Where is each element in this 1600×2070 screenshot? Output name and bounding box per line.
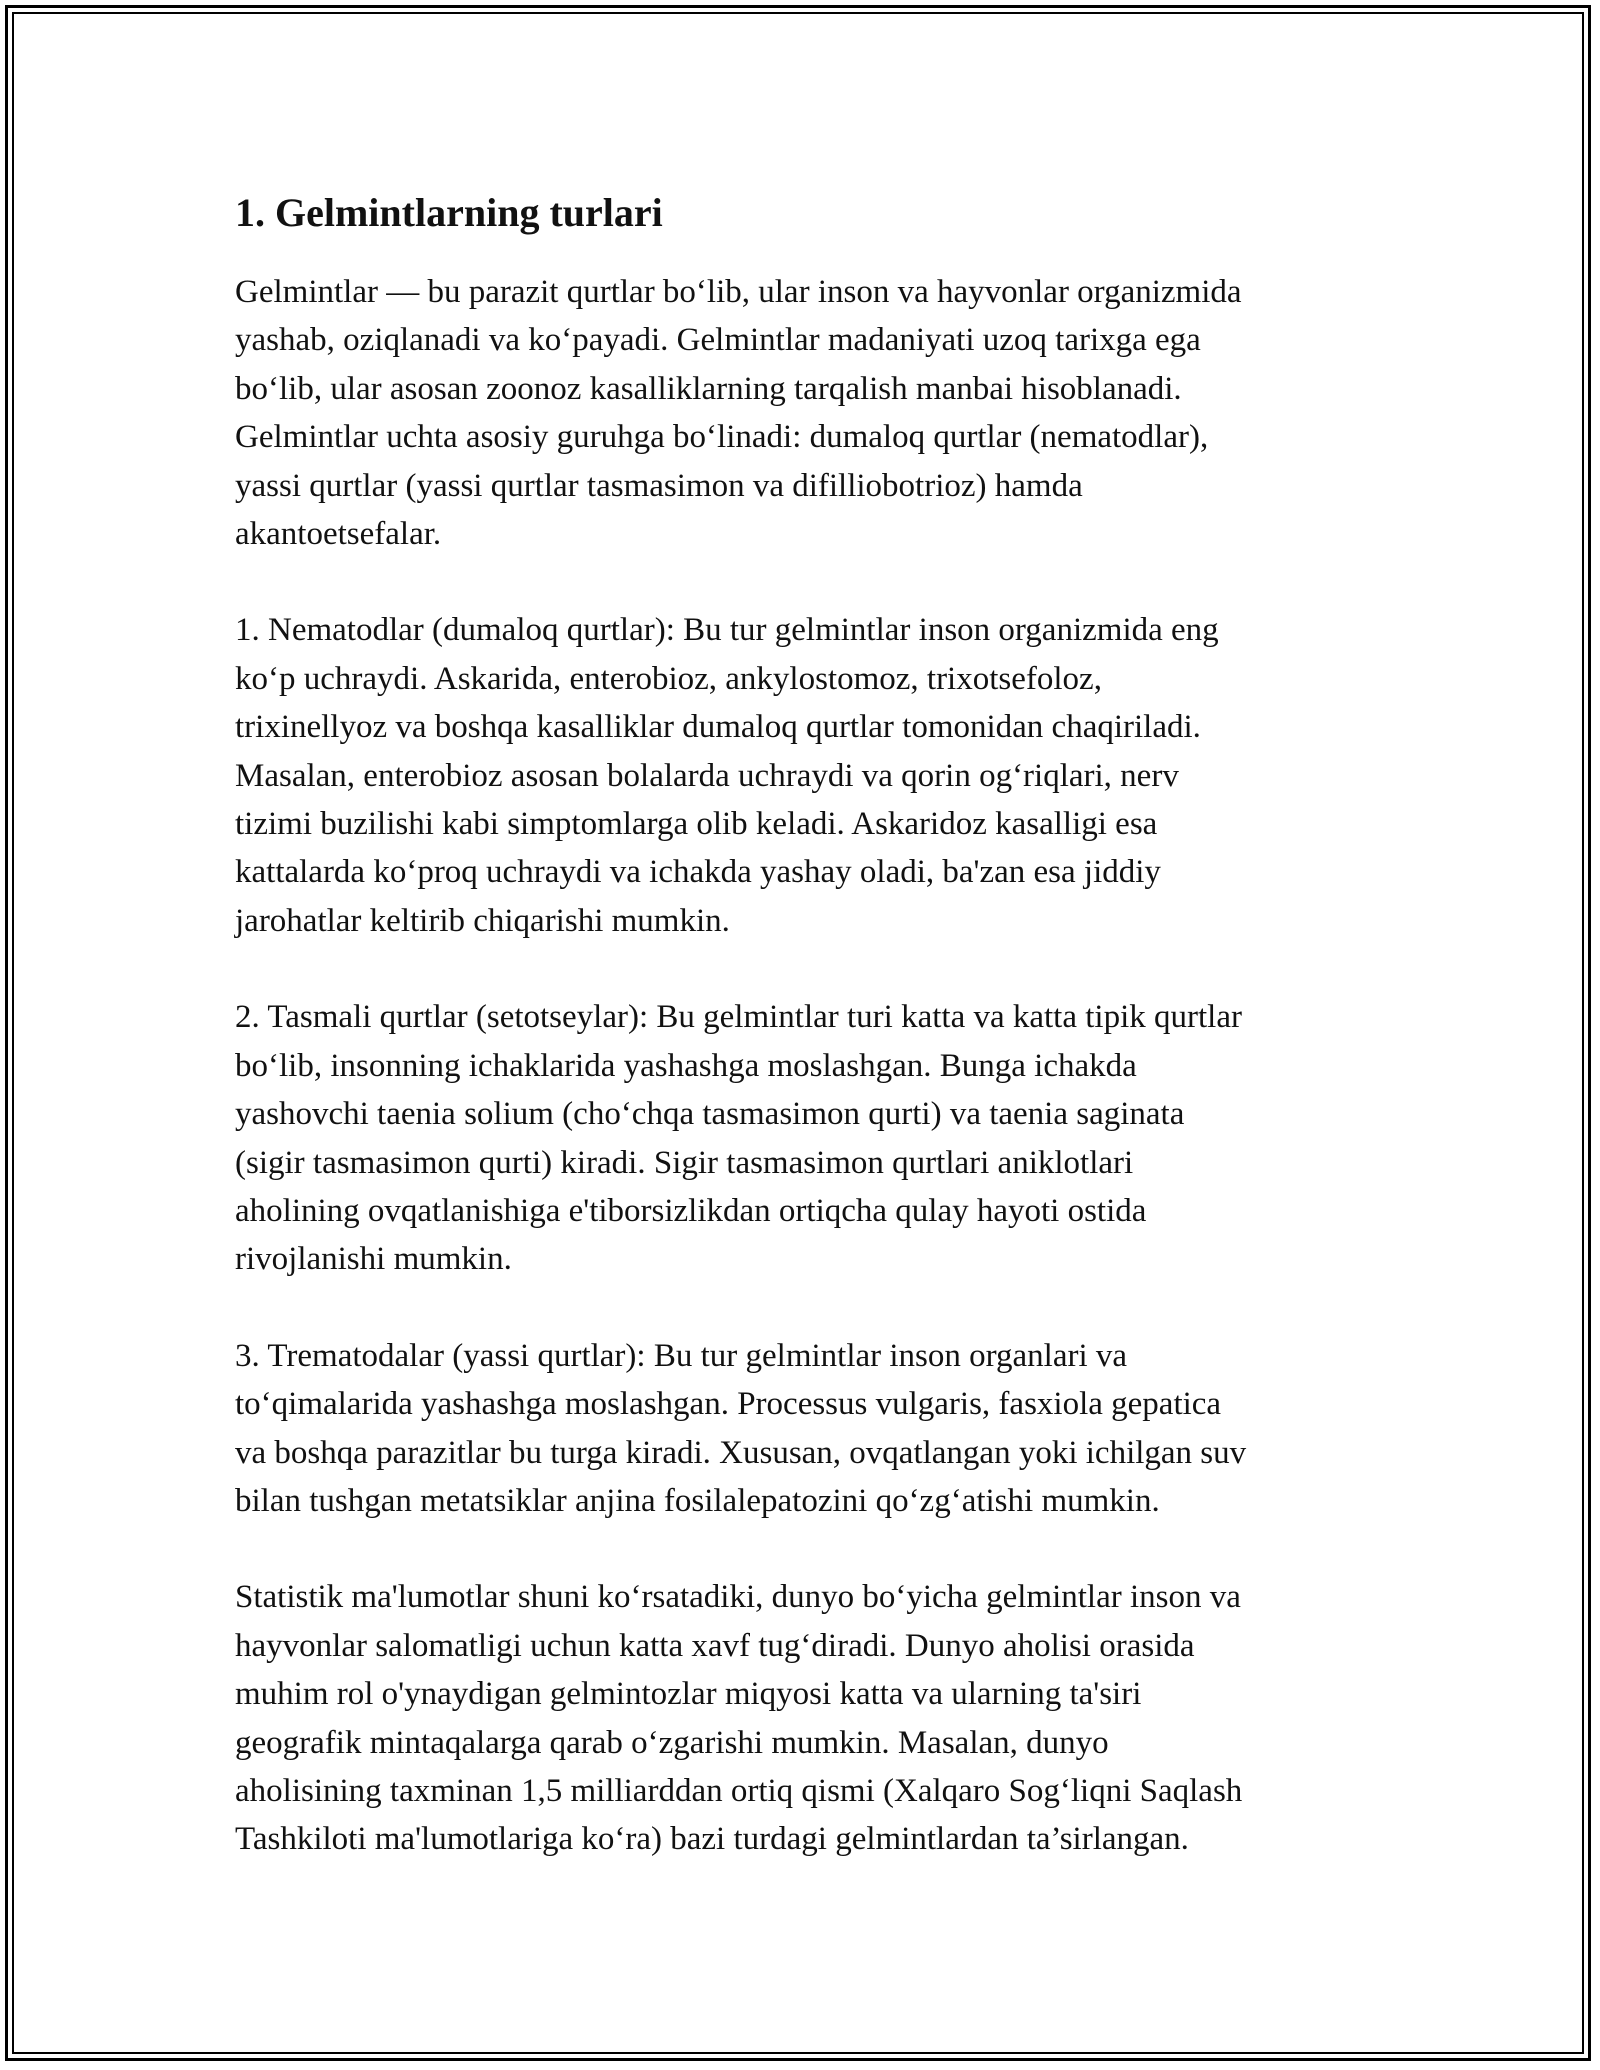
intro-paragraph <box>235 268 1370 558</box>
text-line: 1. Nematodlar (dumaloq qurtlar): Bu tur gelmintlar inson organizmida eng <box>235 612 1219 649</box>
text-line: Statistik ma'lumotlar shuni koʻrsatadiki, dunyo boʻyicha gelmintlar inson va <box>235 1579 1241 1616</box>
text-line: yashab, oziqlanadi va koʻpayadi. Gelmintlar madaniyati uzoq tarixga ega <box>235 322 1201 359</box>
text-line: Gelmintlar uchta asosiy guruhga boʻlinadi: dumaloq qurtlar (nematodlar), <box>235 419 1209 456</box>
text-line: hayvonlar salomatligi uchun katta xavf tugʻdiradi. Dunyo aholisi orasida <box>235 1627 1195 1664</box>
text-line: 2. Tasmali qurtlar (setotseylar): Bu gelmintlar turi katta va katta tipik qurtlar <box>235 999 1242 1036</box>
text-line: va boshqa parazitlar bu turga kiradi. Xususan, ovqatlangan yoki ichilgan suv <box>235 1434 1247 1471</box>
text-line: geografik mintaqalarga qarab oʻzgarishi mumkin. Masalan, dunyo <box>235 1724 1109 1761</box>
text-line: kattalarda koʻproq uchraydi va ichakda yashay oladi, ba'zan esa jiddiy <box>235 854 1161 891</box>
text-line: Tashkiloti ma'lumotlariga koʻra) bazi turdagi gelmintlardan ta’sirlangan. <box>235 1821 1189 1858</box>
document-body <box>235 188 1370 1912</box>
text-line: boʻlib, insonning ichaklarida yashashga moslashgan. Bunga ichakda <box>235 1047 1137 1084</box>
text-line: toʻqimalarida yashashga moslashgan. Processus vulgaris, fasxiola gepatica <box>235 1386 1222 1423</box>
text-line: yassi qurtlar (yassi qurtlar tasmasimon va difilliobotrioz) hamda <box>235 467 1083 504</box>
text-line: muhim rol o'ynaydigan gelmintozlar miqyosi katta va ularning ta'siri <box>235 1676 1142 1713</box>
text-line: yashovchi taenia solium (choʻchqa tasmasimon qurti) va taenia saginata <box>235 1096 1185 1133</box>
text-line: (sigir tasmasimon qurti) kiradi. Sigir tasmasimon qurtlari aniklotlari <box>235 1144 1134 1181</box>
statistics-paragraph <box>235 1573 1370 1863</box>
text-line: jarohatlar keltirib chiqarishi mumkin. <box>235 902 730 939</box>
section-heading: 1. Gelmintlarning turlari <box>235 190 663 235</box>
text-line: bilan tushgan metatsiklar anjina fosilalepatozini qoʻzgʻatishi mumkin. <box>235 1482 1160 1519</box>
text-line: trixinellyoz va boshqa kasalliklar dumaloq qurtlar tomonidan chaqiriladi. <box>235 709 1201 746</box>
tapeworms-paragraph <box>235 993 1370 1283</box>
text-line: aholining ovqatlanishiga e'tiborsizlikdan ortiqcha qulay hayoti ostida <box>235 1192 1147 1229</box>
text-line: tizimi buzilishi kabi simptomlarga olib keladi. Askaridoz kasalligi esa <box>235 806 1158 843</box>
text-line: akantoetsefalar. <box>235 516 442 553</box>
trematodes-paragraph <box>235 1332 1370 1526</box>
nematodes-paragraph <box>235 606 1370 945</box>
text-line: boʻlib, ular asosan zoonoz kasalliklarning tarqalish manbai hisoblanadi. <box>235 370 1182 407</box>
text-line: Masalan, enterobioz asosan bolalarda uchraydi va qorin ogʻriqlari, nerv <box>235 757 1179 794</box>
text-line: rivojlanishi mumkin. <box>235 1241 512 1278</box>
text-line: koʻp uchraydi. Askarida, enterobioz, ankylostomoz, trixotsefoloz, <box>235 660 1102 697</box>
text-line: Gelmintlar — bu parazit qurtlar boʻlib, ular inson va hayvonlar organizmida <box>235 274 1242 310</box>
text-line: aholisining taxminan 1,5 milliarddan ortiq qismi (Xalqaro Sogʻliqni Saqlash <box>235 1772 1243 1809</box>
text-line: 3. Trematodalar (yassi qurtlar): Bu tur gelmintlar inson organlari va <box>235 1337 1128 1374</box>
